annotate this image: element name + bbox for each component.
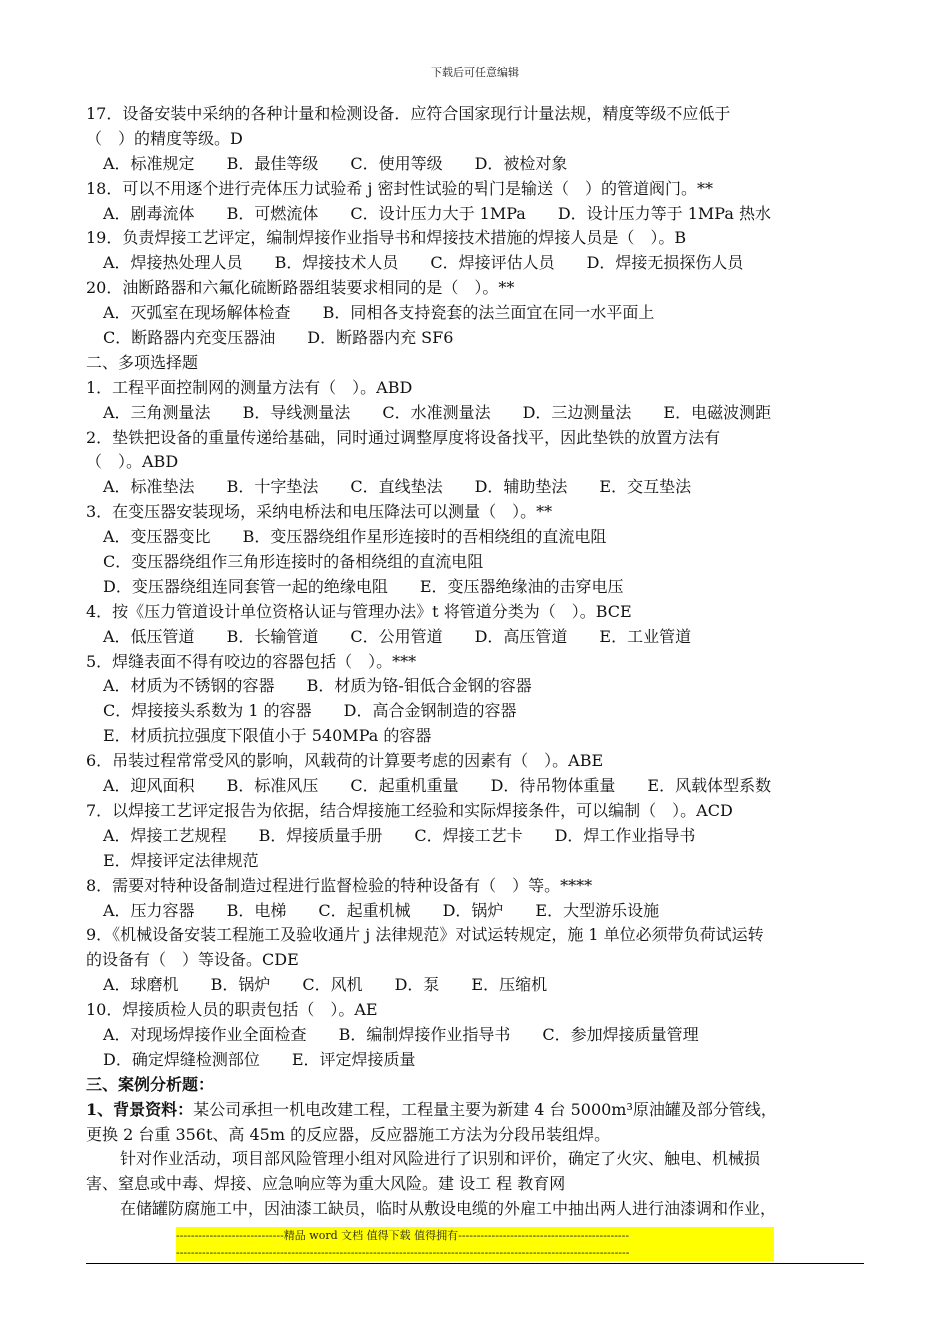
option-item: D．焊工作业指导书 [554, 825, 696, 845]
option-item: A．迎风面积 [103, 776, 195, 796]
options-row [86, 575, 876, 600]
option-item: B．焊接质量手册 [258, 825, 383, 845]
question-line: （ ）。ABD [86, 452, 179, 472]
option-item: C．起重机械 [318, 900, 411, 920]
option-item: B．锅炉 [210, 975, 271, 995]
option-item: D．辅助垫法 [474, 477, 568, 497]
background-line-1 [86, 1098, 876, 1123]
option-item: D．锅炉 [442, 900, 504, 920]
option-item: E．材质抗拉强度下限值小于 540MPa 的容器 [103, 726, 432, 746]
option-item: C．焊接工艺卡 [414, 825, 523, 845]
option-item: C．起重机重量 [350, 776, 459, 796]
question-line: 20．油断路器和六氟化硫断路器组装要求相同的是（ ）。** [86, 278, 515, 298]
options-row [86, 699, 876, 724]
option-item: D．三边测量法 [522, 402, 632, 422]
options-row [86, 550, 876, 575]
option-item: B．最佳等级 [226, 153, 319, 173]
option-item: D．高合金钢制造的容器 [343, 701, 517, 721]
question-line: 1．工程平面控制网的测量方法有（ ）。ABD [86, 377, 413, 397]
footer-rule [86, 1263, 864, 1264]
question-line: 4．按《压力管道设计单位资格认证与管理办法》t 将管道分类为（ ）。BCE [86, 601, 632, 621]
option-item: D．高压管道 [474, 626, 568, 646]
option-item: C．变压器绕组作三角形连接时的备相绕组的直流电阻 [103, 552, 484, 572]
background-text-2: 更换 2 台重 356t、高 45m 的反应器，反应器施工方法为分段吊装组焊。 [86, 1124, 611, 1144]
option-item: B．编制焊接作业指导书 [338, 1024, 511, 1044]
question-line: 10．焊接质检人员的职责包括（ ）。AE [86, 1000, 378, 1020]
option-item: A．压力容器 [103, 900, 195, 920]
option-item: D．待吊物体重量 [490, 776, 616, 796]
option-item: E．电磁波测距 [663, 402, 772, 422]
option-item: C．参加焊接质量管理 [542, 1024, 699, 1044]
option-item: A．灭弧室在现场解体检查 [103, 303, 291, 323]
background-label: 1、背景资料： [86, 1099, 194, 1119]
option-item: E．工业管道 [599, 626, 692, 646]
background-line-3 [86, 1147, 876, 1172]
question-line: 6．吊装过程常常受风的影响，风载荷的计算要考虑的因素有（ ）。ABE [86, 751, 604, 771]
question-line: 8．需要对特种设备制造过程进行监督检验的特种设备有（ ）等。**** [86, 875, 593, 895]
footer-line-1: -----------------------------精品 word 文档 值得下载 值得拥有---------------------------------------------- [176, 1229, 630, 1242]
question-line: 9．《机械设备安装工程施工及验收通片 j 法律规范》对试运转规定，施 1 单位必须带负荷试运转 [86, 925, 764, 945]
option-item: B．长输管道 [226, 626, 319, 646]
option-item: A．焊接热处理人员 [103, 253, 243, 273]
option-item: C．焊接评估人员 [430, 253, 555, 273]
option-item: A．标准垫法 [103, 477, 195, 497]
question-line: 17．设备安装中采纳的各种计量和检测设备．应符合国家现行计量法规，精度等级不应低于 [86, 104, 731, 123]
option-item: E．大型游乐设施 [535, 900, 660, 920]
option-item: C．设计压力大于 1MPa [350, 203, 526, 223]
option-item: C．水准测量法 [382, 402, 491, 422]
background-line-2 [86, 1123, 876, 1148]
option-item: D．断路器内充 SF6 [307, 328, 454, 348]
background-line-5 [86, 1197, 876, 1222]
option-item: C．风机 [302, 975, 363, 995]
option-item: D．焊接无损探伤人员 [586, 253, 744, 273]
option-item: B．变压器绕组作星形连接时的吾相绕组的直流电阻 [242, 527, 607, 547]
footer-banner [176, 1227, 774, 1261]
options-row [86, 152, 876, 177]
background-text: 某公司承担一机电改建工程，工程量主要为新建 4 台 5000m³原油罐及部分管线， [193, 1099, 777, 1119]
option-item: A．剧毒流体 [103, 203, 195, 223]
option-item: A．焊接工艺规程 [103, 825, 227, 845]
options-row [86, 973, 876, 998]
option-item: A．标准规定 [103, 153, 195, 173]
question-line: 7．以焊接工艺评定报告为依据，结合焊接施工经验和实际焊接条件，可以编制（ ）。ACD [86, 800, 733, 820]
option-item: A．变压器变比 [103, 527, 211, 547]
question-line: 2．垫铁把设备的重量传递给基础，同时通过调整厚度将设备找平，因此垫铁的放置方法有 [86, 427, 721, 447]
options-row [86, 824, 876, 849]
options-row [86, 849, 876, 874]
question-line: 18．可以不用逐个进行壳体压力试验希 j 密封性试验的튁门是输送（ ）的管道阀门。** [86, 178, 713, 198]
option-item: D．确定焊缝检测部位 [103, 1049, 260, 1069]
options-row [86, 625, 876, 650]
option-item: A．对现场焊接作业全面检查 [103, 1024, 307, 1044]
section3-title-text: 三、案例分析题： [86, 1074, 215, 1094]
option-item: C．断路器内充变压器油 [103, 328, 276, 348]
options-row [86, 899, 876, 924]
options-row [86, 475, 876, 500]
options-row [86, 401, 876, 426]
option-item: B．十字垫法 [226, 477, 319, 497]
option-item: E．焊接评定法律规范 [103, 850, 259, 870]
section3-title [86, 1073, 876, 1098]
option-item: B．标准风压 [226, 776, 319, 796]
background-line-4 [86, 1172, 876, 1197]
question-line: 19．负责焊接工艺评定，编制焊接作业指导书和焊接技术措施的焊接人员是（ ）。B [86, 228, 687, 248]
option-item: C．公用管道 [350, 626, 443, 646]
option-item: A．球磨机 [103, 975, 179, 995]
background-text-4: 害、窒息或中毒、焊接、应急响应等为重大风险。建 设工 程 教育网 [86, 1174, 566, 1194]
option-item: B．电梯 [226, 900, 287, 920]
options-row [86, 674, 876, 699]
header-note: 下载后可任意编辑 [431, 66, 519, 79]
question-line: （ ）的精度等级。D [86, 128, 243, 148]
option-item: A．低压管道 [103, 626, 195, 646]
option-item: D．变压器绕组连同套管一起的绝缘电阻 [103, 576, 388, 596]
option-item: C．使用等级 [350, 153, 443, 173]
options-row [86, 1048, 876, 1073]
option-item: D．泵 [394, 975, 440, 995]
options-row [86, 202, 876, 227]
options-row [86, 724, 876, 749]
option-item: B．同相各支持瓷套的法兰面宜在同一水平面上 [322, 303, 655, 323]
option-item: C．焊接接头系数为 1 的容器 [103, 701, 312, 721]
option-item: B．导线测量法 [242, 402, 351, 422]
footer-line-2: -------------------------------------------------------------------------------------------------------------------------- [176, 1246, 630, 1259]
options-row [86, 251, 876, 276]
options-row [86, 774, 876, 799]
question-line: 3．在变压器安装现场，采纳电桥法和电压降法可以测量（ ）。** [86, 502, 553, 522]
option-item: B．可燃流体 [226, 203, 319, 223]
background-text-3: 针对作业活动，项目部风险管理小组对风险进行了识别和评价，确定了火灾、触电、机械损 [120, 1149, 761, 1169]
question-line: 的设备有（ ）等设备。CDE [86, 950, 299, 970]
option-item: E．风载体型系数 [647, 776, 772, 796]
background-text-5: 在储罐防腐施工中，因油漆工缺员，临时从敷设电缆的外雇工中抽出两人进行油漆调和作业， [120, 1199, 777, 1219]
document-body [86, 102, 876, 1222]
question-line: 二、多项选择题 [86, 352, 199, 372]
option-item: B．材质为铬-钼低合金钢的容器 [306, 676, 532, 696]
option-item: D．设计压力等于 1MPa 热水 [557, 203, 771, 223]
option-item: C．直线垫法 [350, 477, 443, 497]
options-row [86, 525, 876, 550]
option-item: E．压缩机 [471, 975, 548, 995]
option-item: A．三角测量法 [103, 402, 211, 422]
option-item: A．材质为不锈钢的容器 [103, 676, 275, 696]
option-item: E．交互垫法 [599, 477, 692, 497]
options-row [86, 301, 876, 326]
options-row [86, 1023, 876, 1048]
option-item: E．变压器绝缘油的击穿电压 [419, 576, 624, 596]
option-item: B．焊接技术人员 [274, 253, 399, 273]
option-item: E．评定焊接质量 [291, 1049, 416, 1069]
option-item: D．被检对象 [474, 153, 568, 173]
question-line: 5．焊缝表面不得有咬边的容器包括（ ）。*** [86, 651, 417, 671]
options-row [86, 326, 876, 351]
